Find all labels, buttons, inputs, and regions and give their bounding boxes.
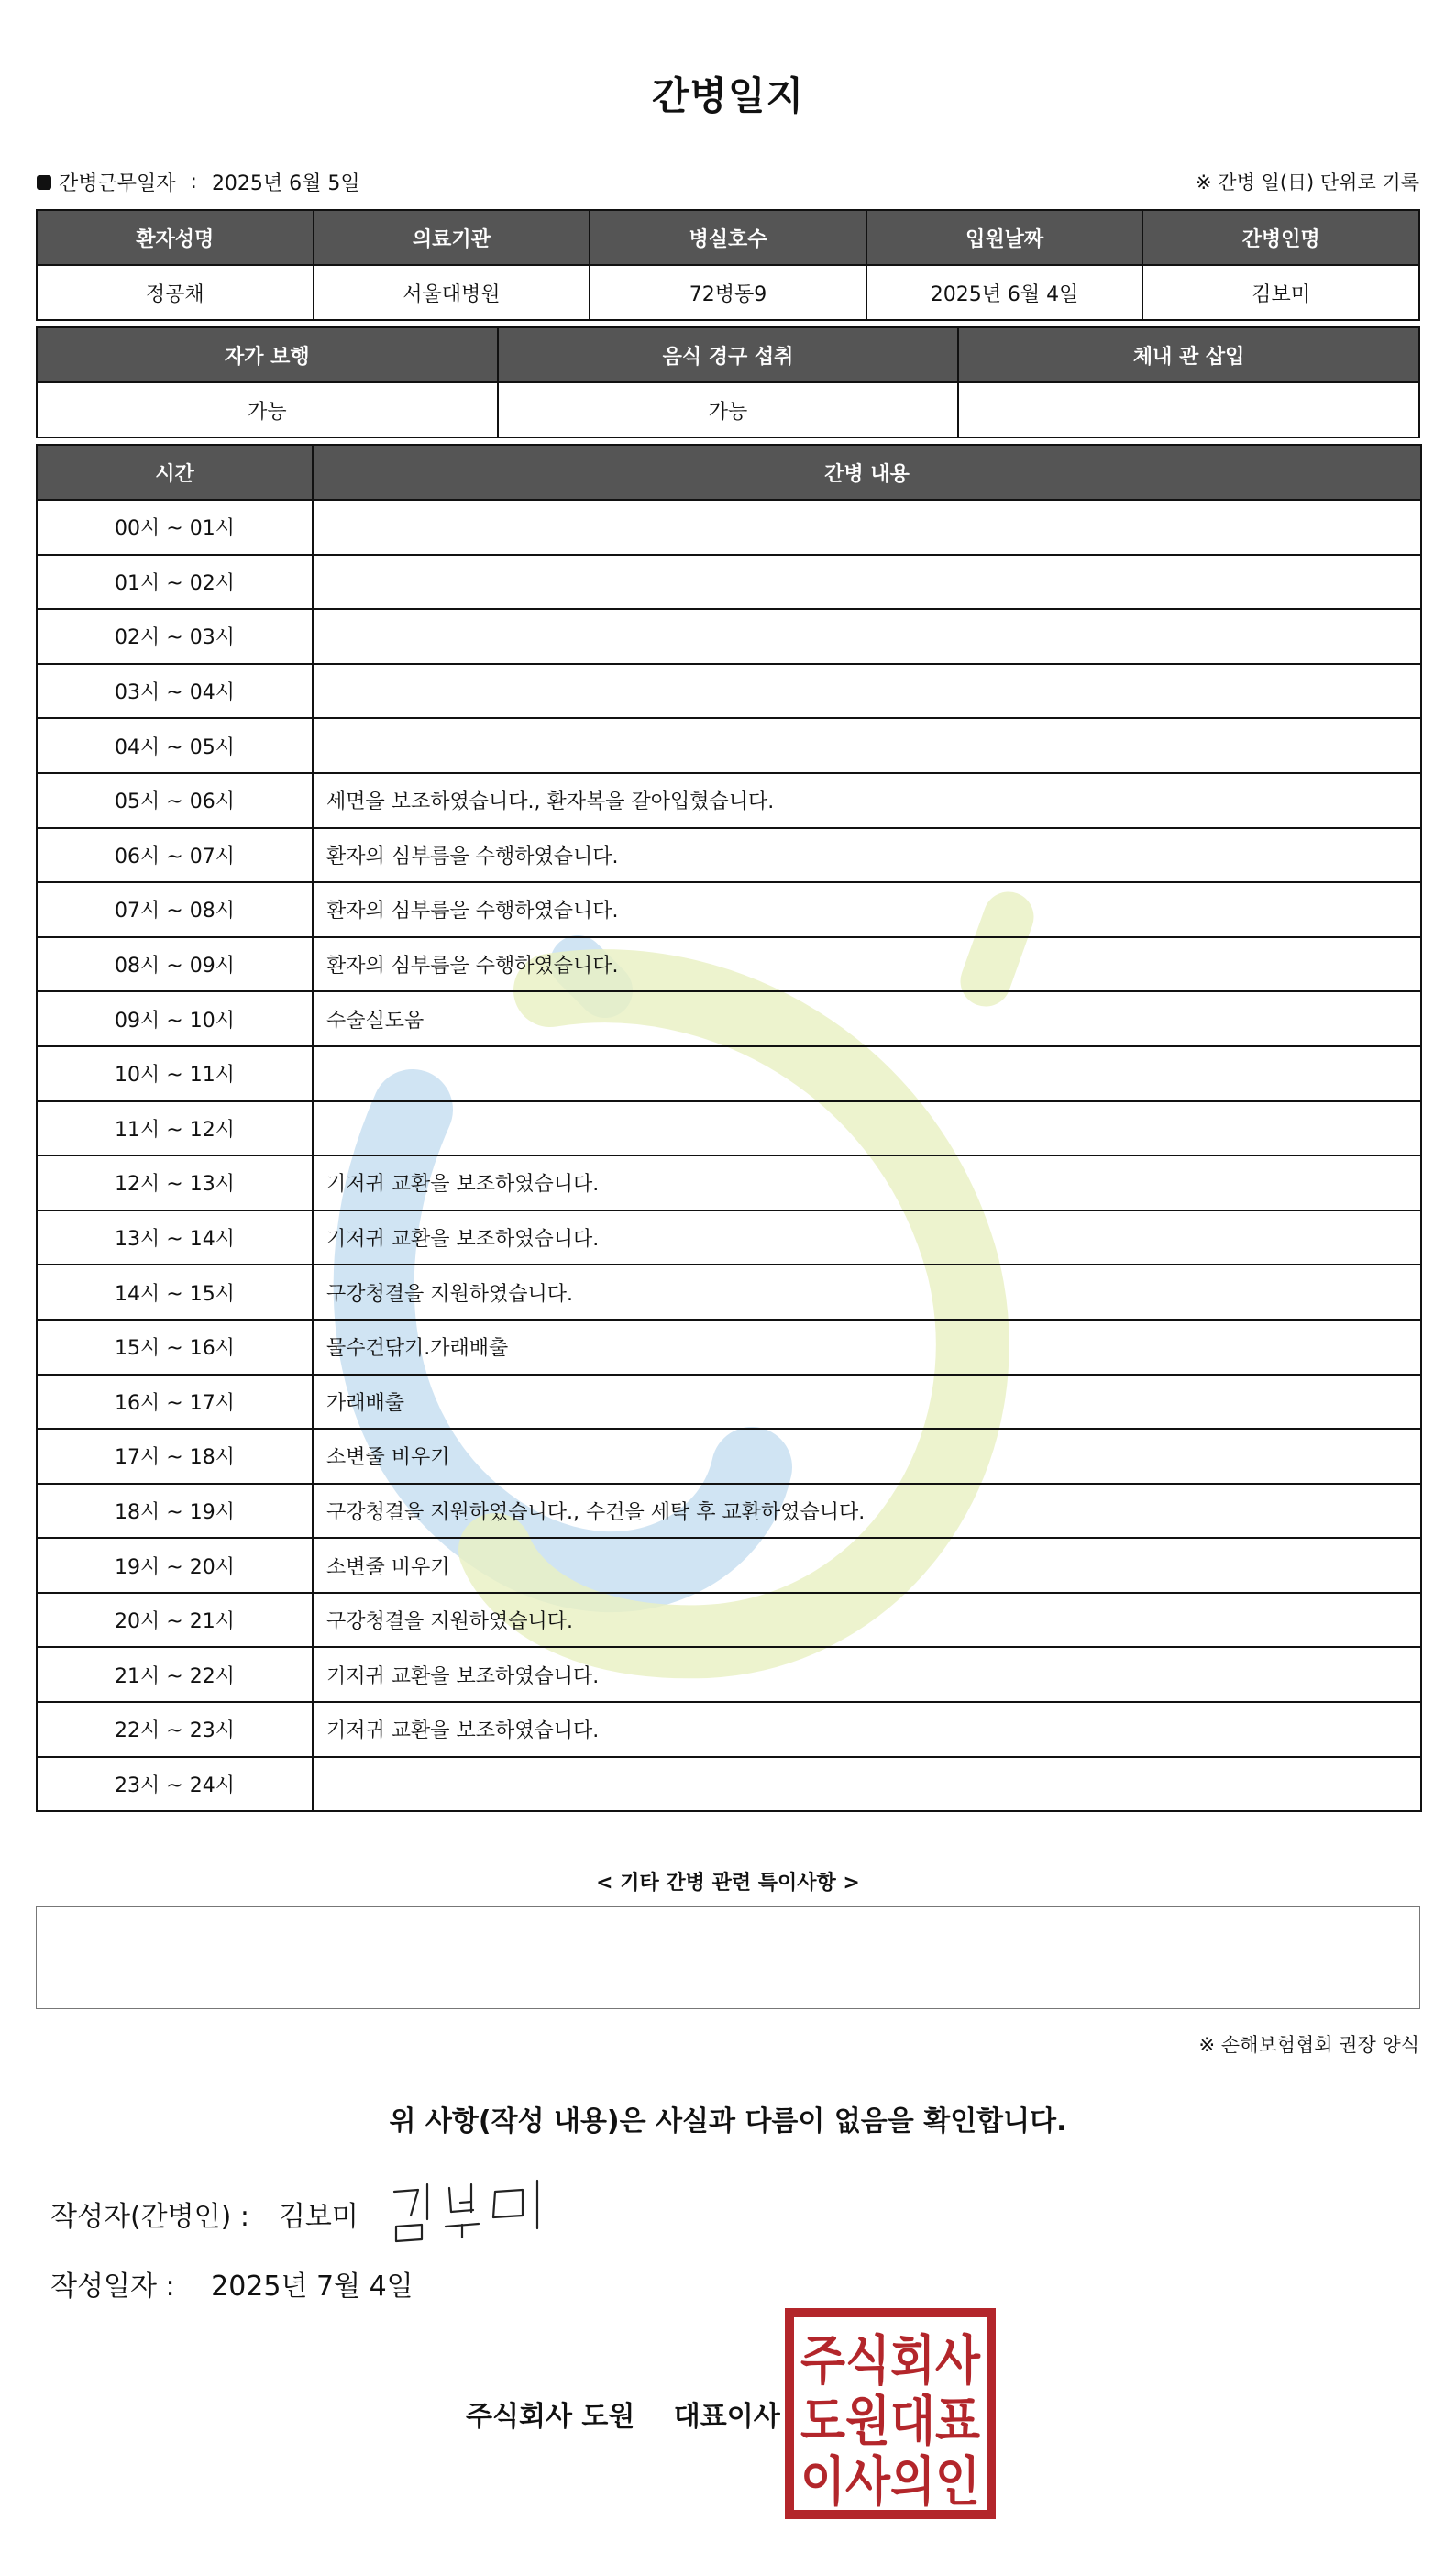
care-content-cell: 환자의 심부름을 수행하였습니다. (313, 882, 1421, 937)
confirmation-statement: 위 사항(작성 내용)은 사실과 다름이 없음을 확인합니다. (389, 2105, 1067, 2138)
writer-line (50, 2194, 358, 2234)
company-seal-stamp (784, 2307, 997, 2520)
care-content-cell: 기저귀 교환을 보조하였습니다. (313, 1155, 1421, 1210)
care-content-cell: 세면을 보조하였습니다., 환자복을 갈아입혔습니다. (313, 773, 1421, 828)
time-cell: 15시 ~ 16시 (37, 1320, 313, 1375)
caregiver-name-value: 김보미 (1142, 265, 1419, 320)
table-row (37, 1538, 1421, 1593)
care-content-cell: 구강청결을 지원하였습니다. (313, 1265, 1421, 1320)
table-row (37, 1484, 1421, 1539)
time-cell: 20시 ~ 21시 (37, 1593, 313, 1648)
time-cell: 10시 ~ 11시 (37, 1046, 313, 1101)
care-content-cell: 환자의 심부름을 수행하였습니다. (313, 937, 1421, 992)
header-self-walking: 자가 보행 (37, 327, 498, 382)
tube-insertion-value (958, 382, 1419, 437)
hospital-value: 서울대병원 (314, 265, 590, 320)
handwritten-signature (385, 2172, 550, 2245)
time-cell: 16시 ~ 17시 (37, 1375, 313, 1430)
table-row (37, 609, 1421, 664)
notes-title: < 기타 간병 관련 특이사항 > (596, 1872, 860, 1895)
time-cell: 07시 ~ 08시 (37, 882, 313, 937)
time-cell: 11시 ~ 12시 (37, 1101, 313, 1156)
time-cell: 14시 ~ 15시 (37, 1265, 313, 1320)
patient-info-table (36, 209, 1420, 321)
header-hospital: 의료기관 (314, 210, 590, 265)
care-content-cell: 가래배출 (313, 1375, 1421, 1430)
care-content-cell: 기저귀 교환을 보조하였습니다. (313, 1702, 1421, 1757)
header-tube-insertion: 체내 관 삽입 (958, 327, 1419, 382)
care-content-cell: 환자의 심부름을 수행하였습니다. (313, 828, 1421, 883)
patient-info-header-row (37, 210, 1419, 265)
care-content-cell: 소변줄 비우기 (313, 1429, 1421, 1484)
care-content-cell: 기저귀 교환을 보조하였습니다. (313, 1210, 1421, 1265)
time-cell: 22시 ~ 23시 (37, 1702, 313, 1757)
oral-intake-value: 가능 (498, 382, 959, 437)
header-admission-date: 입원날짜 (866, 210, 1143, 265)
document-title: 간병일지 (651, 73, 805, 118)
patient-status-table (36, 326, 1420, 438)
time-cell: 12시 ~ 13시 (37, 1155, 313, 1210)
notes-box (36, 1906, 1420, 2009)
patient-status-value-row (37, 382, 1419, 437)
patient-info-value-row (37, 265, 1419, 320)
care-content-cell (313, 1046, 1421, 1101)
table-row (37, 1429, 1421, 1484)
written-date-label: 작성일자 : (50, 2271, 175, 2303)
time-cell: 19시 ~ 20시 (37, 1538, 313, 1593)
unit-note: ※ 간병 일(日) 단위로 기록 (1196, 171, 1419, 193)
header-time: 시간 (37, 445, 313, 500)
care-content-cell (313, 1757, 1421, 1812)
admission-date-value: 2025년 6월 4일 (866, 265, 1143, 320)
table-row (37, 500, 1421, 555)
care-content-cell (313, 609, 1421, 664)
table-row (37, 555, 1421, 610)
care-content-cell (313, 555, 1421, 610)
seal-line-3: 이사의인 (800, 2450, 980, 2513)
company-name: 주식회사 도원 (466, 2401, 635, 2433)
header-patient-name: 환자성명 (37, 210, 314, 265)
table-row (37, 1375, 1421, 1430)
care-content-cell: 물수건닦기.가래배출 (313, 1320, 1421, 1375)
table-row (37, 1757, 1421, 1812)
table-row (37, 1101, 1421, 1156)
time-cell: 02시 ~ 03시 (37, 609, 313, 664)
time-cell: 04시 ~ 05시 (37, 718, 313, 773)
time-cell: 09시 ~ 10시 (37, 991, 313, 1046)
header-caregiver-name: 간병인명 (1142, 210, 1419, 265)
care-content-cell (313, 664, 1421, 719)
header-care-content: 간병 내용 (313, 445, 1421, 500)
seal-line-2: 도원대표 (800, 2390, 980, 2452)
work-date-line (37, 168, 360, 196)
time-cell: 17시 ~ 18시 (37, 1429, 313, 1484)
table-row (37, 664, 1421, 719)
care-log-header-row (37, 445, 1421, 500)
work-date-label: 간병근무일자 (59, 172, 176, 195)
table-row (37, 828, 1421, 883)
square-bullet-icon (37, 175, 51, 190)
header-oral-intake: 음식 경구 섭취 (498, 327, 959, 382)
table-row (37, 991, 1421, 1046)
care-log-body (37, 500, 1421, 1811)
time-cell: 06시 ~ 07시 (37, 828, 313, 883)
table-row (37, 1702, 1421, 1757)
time-cell: 13시 ~ 14시 (37, 1210, 313, 1265)
care-content-cell (313, 1101, 1421, 1156)
company-role: 대표이사 (673, 2401, 780, 2433)
time-cell: 05시 ~ 06시 (37, 773, 313, 828)
care-content-cell (313, 500, 1421, 555)
written-date-line (50, 2263, 414, 2304)
company-line (466, 2393, 780, 2434)
time-cell: 08시 ~ 09시 (37, 937, 313, 992)
care-content-cell: 구강청결을 지원하였습니다., 수건을 세탁 후 교환하였습니다. (313, 1484, 1421, 1539)
table-row (37, 937, 1421, 992)
table-row (37, 1320, 1421, 1375)
work-date-value: 2025년 6월 5일 (211, 172, 360, 195)
table-row (37, 1265, 1421, 1320)
time-cell: 01시 ~ 02시 (37, 555, 313, 610)
table-row (37, 718, 1421, 773)
table-row (37, 1593, 1421, 1648)
patient-name-value: 정공채 (37, 265, 314, 320)
care-content-cell: 소변줄 비우기 (313, 1538, 1421, 1593)
table-row (37, 1155, 1421, 1210)
time-cell: 18시 ~ 19시 (37, 1484, 313, 1539)
table-row (37, 1210, 1421, 1265)
written-date-value: 2025년 7월 4일 (211, 2271, 414, 2303)
care-content-cell (313, 718, 1421, 773)
care-content-cell: 구강청결을 지원하였습니다. (313, 1593, 1421, 1648)
time-cell: 23시 ~ 24시 (37, 1757, 313, 1812)
time-cell: 03시 ~ 04시 (37, 664, 313, 719)
time-cell: 00시 ~ 01시 (37, 500, 313, 555)
time-cell: 21시 ~ 22시 (37, 1647, 313, 1702)
table-row (37, 882, 1421, 937)
self-walking-value: 가능 (37, 382, 498, 437)
work-date-separator: : (190, 171, 197, 193)
header-room: 병실호수 (590, 210, 866, 265)
room-value: 72병동9 (590, 265, 866, 320)
care-log-table (36, 444, 1422, 1812)
care-content-cell: 기저귀 교환을 보조하였습니다. (313, 1647, 1421, 1702)
care-content-cell: 수술실도움 (313, 991, 1421, 1046)
table-row (37, 773, 1421, 828)
seal-line-1: 주식회사 (800, 2329, 981, 2392)
form-footnote: ※ 손해보험협회 권장 양식 (1198, 2034, 1419, 2056)
table-row (37, 1647, 1421, 1702)
patient-status-header-row (37, 327, 1419, 382)
writer-name: 김보미 (278, 2201, 358, 2233)
writer-label: 작성자(간병인) : (50, 2201, 249, 2233)
table-row (37, 1046, 1421, 1101)
